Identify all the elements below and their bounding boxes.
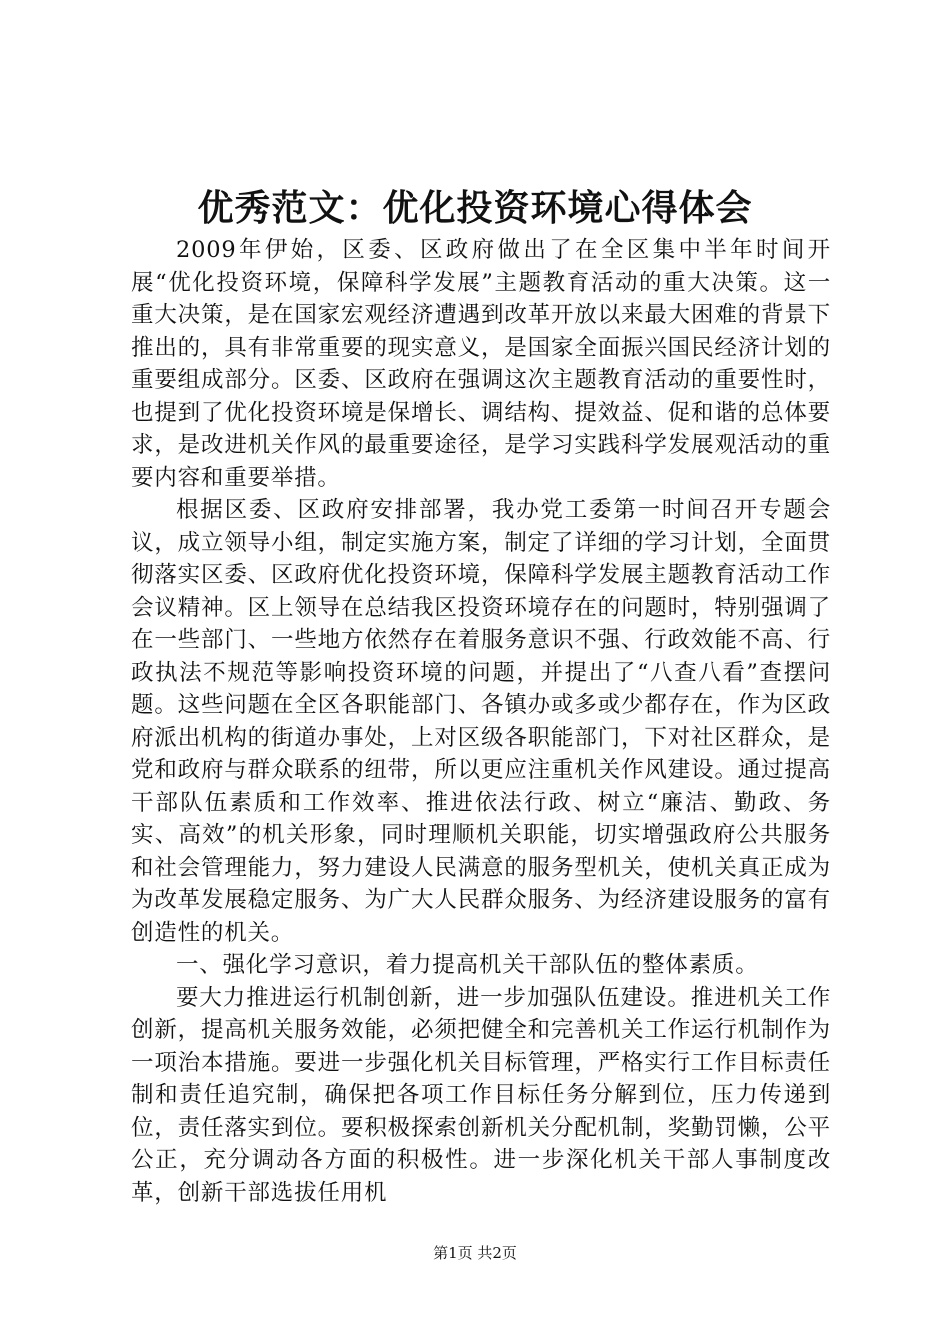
section-heading-1: 一、强化学习意识，着力提高机关干部队伍的整体素质。 <box>176 952 759 978</box>
document-title: 优秀范文：优化投资环境心得体会 <box>197 187 753 229</box>
paragraph-2: 根据区委、区政府安排部署，我办党工委第一时间召开专题会议，成立领导小组，制定实施方案，制定了详细的学习计划，全面贯彻落实区委、区政府优化投资环境，保障科学发展主题教育活动工作会议精神。区上领导在总结我区投资环境存在的问题时，特别强调了在一些部门、一些地方依然存在着服务意识不强、行政效能不高、行政执法不规范等影响投资环境的问题，并提出了“八查八看”查摆问题。这些问题在全区各职能部门、各镇办或多或少都存在，作为区政府派出机构的街道办事处，上对区级各职能部门，下对社区群众，是党和政府与群众联系的纽带，所以更应注重机关作风建设。通过提高干部队伍素质和工作效率、推进依法行政、树立“廉洁、勤政、务实、高效”的机关形象，同时理顺机关职能，切实增强政府公共服务和社会管理能力，努力建设人民满意的服务型机关，使机关真正成为为改革发展稳定服务、为广大人民群众服务、为经济建设服务的富有创造性的机关。 <box>131 497 831 946</box>
page-number-footer: 第1页 共2页 <box>433 1244 517 1262</box>
paragraph-1: 2009年伊始，区委、区政府做出了在全区集中半年时间开展“优化投资环境，保障科学发展”主题教育活动的重大决策。这一重大决策，是在国家宏观经济遭遇到改革开放以来最大困难的背景下推出的，具有非常重要的现实意义，是国家全面振兴国民经济计划的重要组成部分。区委、区政府在强调这次主题教育活动的重要性时，也提到了优化投资环境是保增长、调结构、提效益、促和谐的总体要求，是改进机关作风的最重要途径，是学习实践科学发展观活动的重要内容和重要举措。 <box>131 237 831 491</box>
paragraph-3: 要大力推进运行机制创新，进一步加强队伍建设。推进机关工作创新，提高机关服务效能，必须把健全和完善机关工作运行机制作为一项治本措施。要进一步强化机关目标管理，严格实行工作目标责任制和责任追究制，确保把各项工作目标任务分解到位，压力传递到位，责任落实到位。要积极探索创新机关分配机制，奖勤罚懒，公平公正，充分调动各方面的积极性。进一步深化机关干部人事制度改革，创新干部选拔任用机 <box>131 984 831 1206</box>
document-body <box>131 234 831 1209</box>
